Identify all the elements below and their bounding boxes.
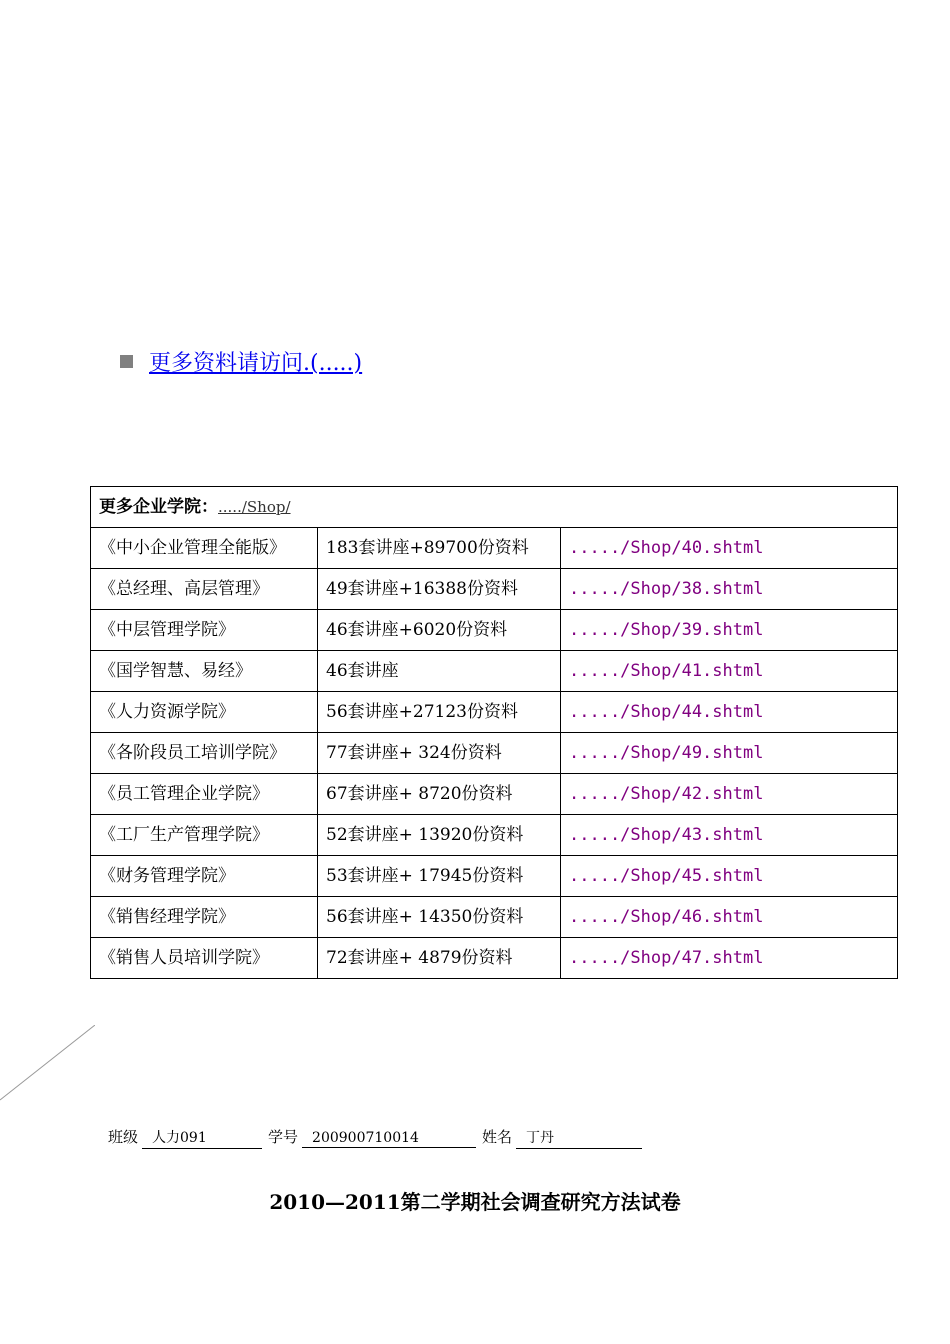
square-bullet-icon bbox=[120, 355, 133, 368]
course-url-link[interactable]: ...../Shop/41.shtml bbox=[561, 651, 898, 692]
course-url-link[interactable]: ...../Shop/46.shtml bbox=[561, 897, 898, 938]
course-content-cell: 183套讲座+89700份资料 bbox=[318, 528, 561, 569]
course-url-link[interactable]: ...../Shop/44.shtml bbox=[561, 692, 898, 733]
course-table bbox=[90, 486, 898, 979]
course-name-cell: 《员工管理企业学院》 bbox=[91, 774, 318, 815]
course-content-cell: 49套讲座+16388份资料 bbox=[318, 569, 561, 610]
course-name-cell: 《国学智慧、易经》 bbox=[91, 651, 318, 692]
course-content-cell: 72套讲座+ 4879份资料 bbox=[318, 938, 561, 979]
student-id-value: 200900710014 bbox=[302, 1130, 476, 1148]
course-url-link[interactable]: ...../Shop/42.shtml bbox=[561, 774, 898, 815]
course-content-cell: 56套讲座+ 14350份资料 bbox=[318, 897, 561, 938]
course-name-cell: 《中小企业管理全能版》 bbox=[91, 528, 318, 569]
table-header-row bbox=[91, 487, 898, 528]
table-row bbox=[91, 692, 898, 733]
table-row bbox=[91, 815, 898, 856]
course-name-cell: 《总经理、高层管理》 bbox=[91, 569, 318, 610]
table-header-cell bbox=[91, 487, 898, 528]
more-resources-row bbox=[120, 346, 362, 377]
table-row bbox=[91, 610, 898, 651]
shop-link[interactable]: ...../Shop/ bbox=[218, 498, 291, 516]
course-content-cell: 46套讲座+6020份资料 bbox=[318, 610, 561, 651]
course-url-link[interactable]: ...../Shop/49.shtml bbox=[561, 733, 898, 774]
course-name-cell: 《中层管理学院》 bbox=[91, 610, 318, 651]
course-url-link[interactable]: ...../Shop/40.shtml bbox=[561, 528, 898, 569]
table-row bbox=[91, 856, 898, 897]
course-content-cell: 53套讲座+ 17945份资料 bbox=[318, 856, 561, 897]
course-name-cell: 《财务管理学院》 bbox=[91, 856, 318, 897]
course-name-cell: 《销售人员培训学院》 bbox=[91, 938, 318, 979]
table-row bbox=[91, 528, 898, 569]
table-row bbox=[91, 733, 898, 774]
course-content-cell: 77套讲座+ 324份资料 bbox=[318, 733, 561, 774]
decorative-diagonal-line bbox=[0, 1025, 95, 1105]
name-label: 姓名 bbox=[482, 1128, 513, 1146]
course-content-cell: 67套讲座+ 8720份资料 bbox=[318, 774, 561, 815]
header-label: 更多企业学院： bbox=[99, 497, 218, 517]
course-url-link[interactable]: ...../Shop/43.shtml bbox=[561, 815, 898, 856]
table-row bbox=[91, 774, 898, 815]
table-row bbox=[91, 651, 898, 692]
table-row bbox=[91, 938, 898, 979]
exam-title: 2010—2011第二学期社会调查研究方法试卷 bbox=[269, 1190, 681, 1214]
course-url-link[interactable]: ...../Shop/45.shtml bbox=[561, 856, 898, 897]
course-content-cell: 56套讲座+27123份资料 bbox=[318, 692, 561, 733]
table-row bbox=[91, 897, 898, 938]
student-info bbox=[108, 1126, 648, 1149]
course-content-cell: 46套讲座 bbox=[318, 651, 561, 692]
course-name-cell: 《工厂生产管理学院》 bbox=[91, 815, 318, 856]
class-value: 人力091 bbox=[142, 1127, 262, 1149]
course-content-cell: 52套讲座+ 13920份资料 bbox=[318, 815, 561, 856]
course-name-cell: 《销售经理学院》 bbox=[91, 897, 318, 938]
class-label: 班级 bbox=[108, 1128, 139, 1146]
student-id-label: 学号 bbox=[268, 1128, 299, 1146]
table-row bbox=[91, 569, 898, 610]
course-name-cell: 《各阶段员工培训学院》 bbox=[91, 733, 318, 774]
course-url-link[interactable]: ...../Shop/38.shtml bbox=[561, 569, 898, 610]
course-url-link[interactable]: ...../Shop/39.shtml bbox=[561, 610, 898, 651]
course-url-link[interactable]: ...../Shop/47.shtml bbox=[561, 938, 898, 979]
course-name-cell: 《人力资源学院》 bbox=[91, 692, 318, 733]
more-resources-link[interactable]: 更多资料请访问.(.....) bbox=[149, 351, 363, 376]
name-value: 丁丹 bbox=[516, 1127, 642, 1149]
